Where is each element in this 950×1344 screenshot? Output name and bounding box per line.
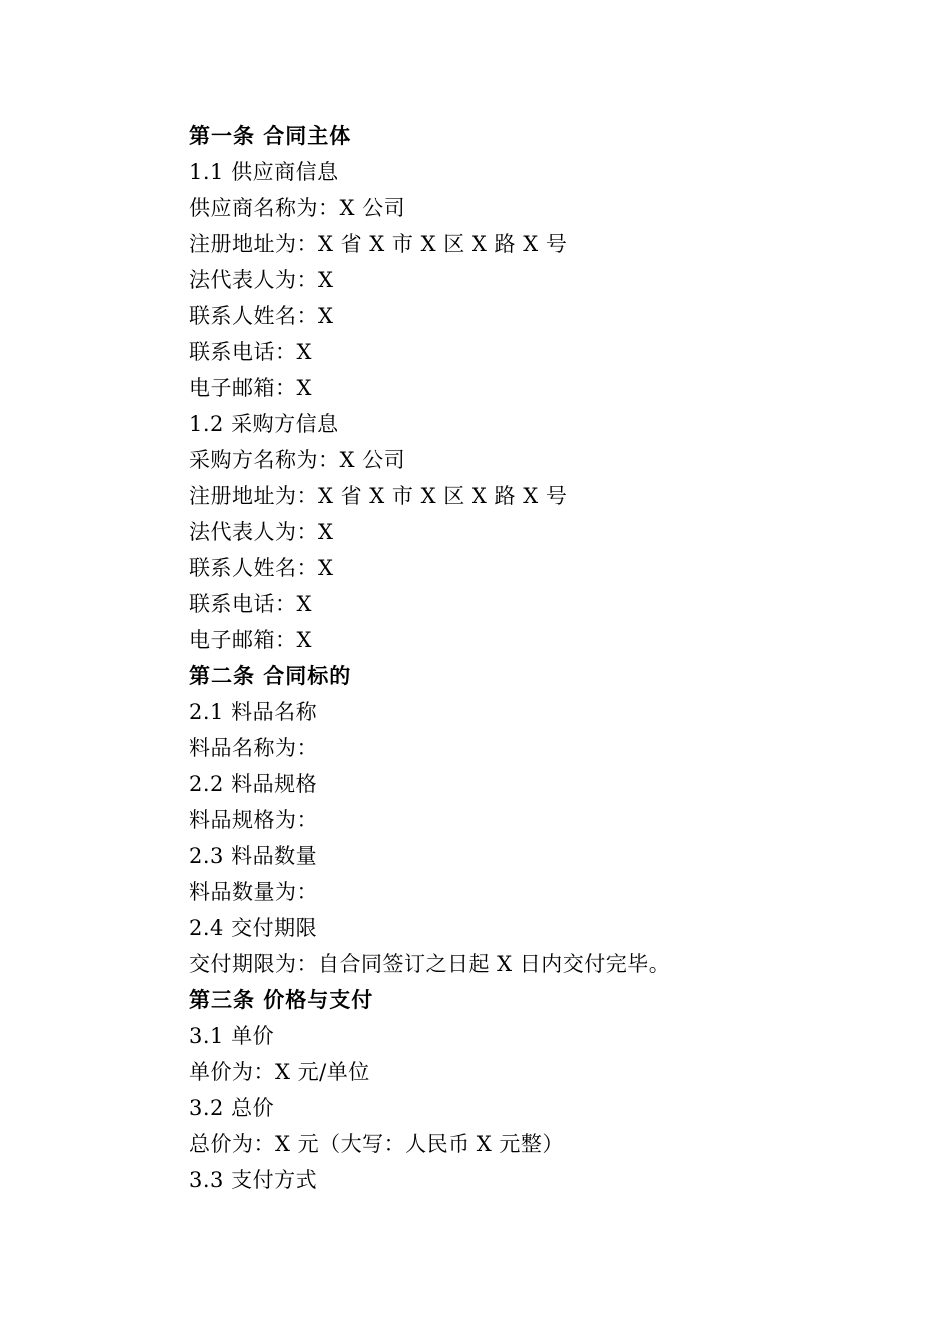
subsection-title: 1.2 采购方信息 xyxy=(189,412,339,436)
subsection-title: 3.2 总价 xyxy=(189,1096,275,1120)
body-line: 总价为：X 元（大写：人民币 X 元整） xyxy=(189,1132,564,1156)
body-line: 法代表人为：X xyxy=(189,520,334,544)
body-line: 联系人姓名：X xyxy=(189,556,334,580)
subsection-title: 3.3 支付方式 xyxy=(189,1168,318,1192)
body-line: 法代表人为：X xyxy=(189,268,334,292)
contract-document xyxy=(189,118,889,1198)
subsection-title: 2.4 交付期限 xyxy=(189,916,318,940)
body-line: 料品名称为： xyxy=(189,736,318,760)
section-heading: 第二条 合同标的 xyxy=(189,664,352,688)
subsection-title: 2.2 料品规格 xyxy=(189,772,318,796)
body-line: 联系人姓名：X xyxy=(189,304,334,328)
body-line: 联系电话：X xyxy=(189,592,312,616)
section-heading: 第三条 价格与支付 xyxy=(189,988,374,1012)
body-line: 料品规格为： xyxy=(189,808,318,832)
section-heading: 第一条 合同主体 xyxy=(189,124,352,148)
body-line: 电子邮箱：X xyxy=(189,628,312,652)
body-line: 电子邮箱：X xyxy=(189,376,312,400)
body-line: 采购方名称为：X 公司 xyxy=(189,448,406,472)
subsection-title: 2.1 料品名称 xyxy=(189,700,318,724)
body-line: 供应商名称为：X 公司 xyxy=(189,196,406,220)
body-line: 料品数量为： xyxy=(189,880,318,904)
body-line: 注册地址为：X 省 X 市 X 区 X 路 X 号 xyxy=(189,484,568,508)
body-line: 单价为：X 元/单位 xyxy=(189,1060,370,1084)
subsection-title: 3.1 单价 xyxy=(189,1024,275,1048)
subsection-title: 2.3 料品数量 xyxy=(189,844,318,868)
body-line: 注册地址为：X 省 X 市 X 区 X 路 X 号 xyxy=(189,232,568,256)
subsection-title: 1.1 供应商信息 xyxy=(189,160,339,184)
body-line: 交付期限为：自合同签订之日起 X 日内交付完毕。 xyxy=(189,952,671,976)
body-line: 联系电话：X xyxy=(189,340,312,364)
